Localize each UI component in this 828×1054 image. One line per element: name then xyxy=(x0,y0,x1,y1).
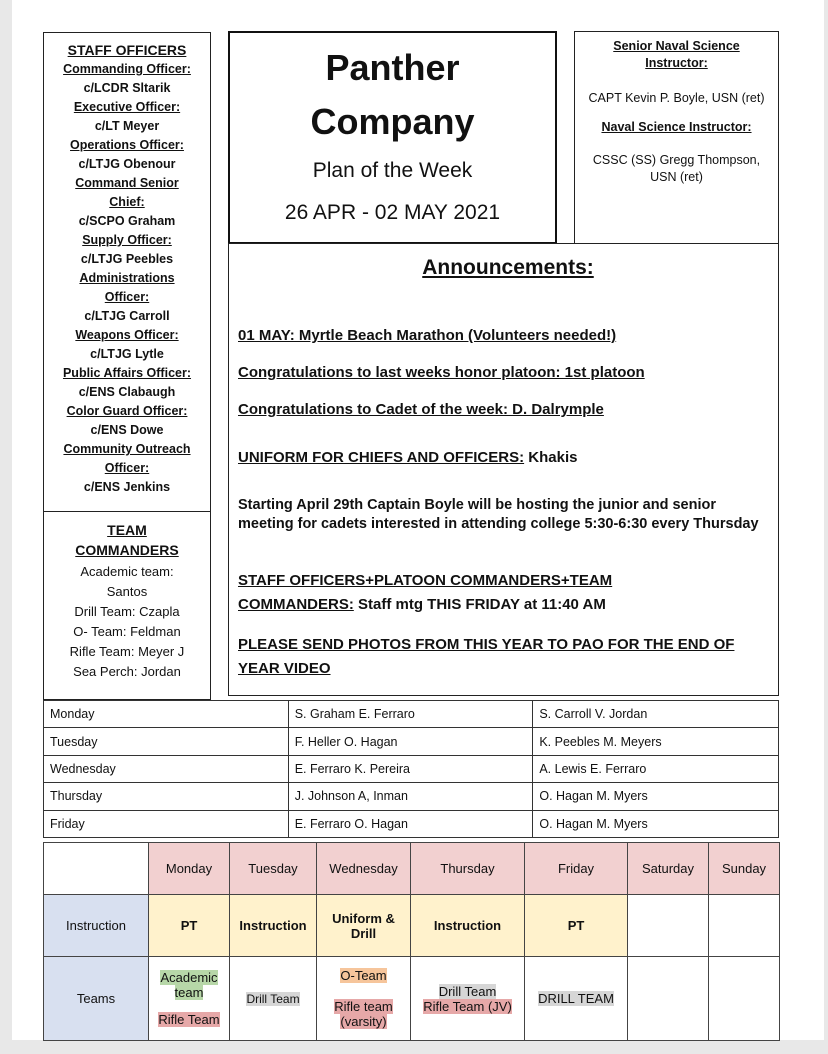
staff-name-co: c/LCDR Sltarik xyxy=(83,81,171,95)
duty-cell: S. Carroll V. Jordan xyxy=(533,701,779,728)
team-commanders-panel xyxy=(43,511,211,700)
naval-instructor-name: CSSC (SS) Gregg Thompson, USN (ret) xyxy=(592,153,761,184)
naval-instructor-label: Naval Science Instructor: xyxy=(601,120,752,134)
duty-cell: J. Johnson A, Inman xyxy=(288,783,533,810)
team-tag: Rifle team (varsity) xyxy=(334,999,393,1029)
staff-meeting-label: STAFF OFFICERS+PLATOON COMMANDERS+TEAM COMMANDERS: xyxy=(238,572,613,613)
staff-name-colorguard: c/ENS Dowe xyxy=(90,423,164,437)
team-tag: Drill Team xyxy=(246,992,300,1006)
announcements-title: Announcements: xyxy=(422,256,594,279)
team-tag: Rifle Team (JV) xyxy=(423,998,512,1014)
instruction-friday: PT xyxy=(525,895,628,957)
duty-roster-table xyxy=(43,700,779,838)
team-commander-academic: Academic team: Santos xyxy=(80,564,174,599)
schedule-teams-row xyxy=(44,957,780,1041)
duty-cell: K. Peebles M. Meyers xyxy=(533,728,779,755)
teams-sunday xyxy=(709,957,780,1041)
uniform-label: UNIFORM FOR CHIEFS AND OFFICERS: xyxy=(238,449,525,466)
staff-title-xo: Executive Officer: xyxy=(73,100,181,114)
title-line-2: Company xyxy=(310,101,475,142)
schedule-day-friday: Friday xyxy=(525,843,628,895)
staff-title-csc: Command Senior Chief: xyxy=(75,176,179,209)
teams-tuesday xyxy=(230,957,317,1041)
duty-day: Thursday xyxy=(44,783,289,810)
announcement-honor-platoon: Congratulations to last weeks honor platoon: 1st platoon xyxy=(238,364,645,381)
table-row xyxy=(44,728,779,755)
teams-wednesday xyxy=(317,957,411,1041)
team-commander-rifle: Rifle Team: Meyer J xyxy=(69,644,185,659)
staff-name-weapons: c/LTJG Lytle xyxy=(90,347,164,361)
instruction-saturday xyxy=(628,895,709,957)
table-row xyxy=(44,755,779,782)
date-range: 26 APR - 02 MAY 2021 xyxy=(284,201,501,224)
team-commanders-header: TEAM COMMANDERS xyxy=(75,522,179,558)
staff-title-colorguard: Color Guard Officer: xyxy=(66,404,188,418)
teams-row-label: Teams xyxy=(44,957,149,1041)
schedule-corner-cell xyxy=(44,843,149,895)
instructors-panel xyxy=(574,31,779,244)
staff-title-outreach: Community Outreach Officer: xyxy=(63,442,191,475)
team-tag: Rifle Team xyxy=(158,1012,220,1027)
staff-title-admin: Administrations Officer: xyxy=(79,271,175,304)
table-row xyxy=(44,701,779,728)
staff-name-supply: c/LTJG Peebles xyxy=(80,252,174,266)
duty-cell: E. Ferraro O. Hagan xyxy=(288,810,533,837)
staff-title-pao: Public Affairs Officer: xyxy=(62,366,192,380)
staff-officers-panel xyxy=(43,32,211,512)
staff-officers-header: STAFF OFFICERS xyxy=(67,42,187,58)
instruction-row-label: Instruction xyxy=(44,895,149,957)
staff-name-ops: c/LTJG Obenour xyxy=(78,157,176,171)
instruction-wednesday: Uniform & Drill xyxy=(317,895,411,957)
team-tag: Drill Team xyxy=(438,983,497,999)
title-panel xyxy=(228,31,557,244)
instruction-thursday: Instruction xyxy=(411,895,525,957)
teams-monday xyxy=(149,957,230,1041)
schedule-day-sunday: Sunday xyxy=(709,843,780,895)
teams-thursday xyxy=(411,957,525,1041)
staff-name-pao: c/ENS Clabaugh xyxy=(78,385,176,399)
staff-name-admin: c/LTJG Carroll xyxy=(84,309,170,323)
senior-instructor-label: Senior Naval Science Instructor: xyxy=(613,39,740,70)
instruction-sunday xyxy=(709,895,780,957)
announcement-uniform xyxy=(238,448,770,467)
schedule-day-saturday: Saturday xyxy=(628,843,709,895)
team-commander-drill: Drill Team: Czapla xyxy=(74,604,180,619)
staff-name-csc: c/SCPO Graham xyxy=(78,214,176,228)
staff-meeting-value: Staff mtg THIS FRIDAY at 11:40 AM xyxy=(353,596,606,613)
instruction-monday: PT xyxy=(149,895,230,957)
page-subtitle: Plan of the Week xyxy=(312,159,473,182)
team-tag: DRILL TEAM xyxy=(538,991,614,1006)
schedule-header-row xyxy=(44,843,780,895)
staff-name-xo: c/LT Meyer xyxy=(94,119,160,133)
staff-title-co: Commanding Officer: xyxy=(63,62,191,76)
duty-day: Tuesday xyxy=(44,728,289,755)
duty-cell: O. Hagan M. Myers xyxy=(533,783,779,810)
schedule-day-monday: Monday xyxy=(149,843,230,895)
team-tag: O-Team xyxy=(340,968,387,983)
schedule-day-tuesday: Tuesday xyxy=(230,843,317,895)
team-commander-oteam: O- Team: Feldman xyxy=(73,624,181,639)
duty-day: Monday xyxy=(44,701,289,728)
duty-day: Wednesday xyxy=(44,755,289,782)
senior-instructor-name: CAPT Kevin P. Boyle, USN (ret) xyxy=(588,91,765,105)
announcement-cadet-of-week: Congratulations to Cadet of the week: D. Dalrymple xyxy=(238,401,604,418)
announcement-staff-meeting xyxy=(238,569,678,617)
teams-saturday xyxy=(628,957,709,1041)
table-row xyxy=(44,783,779,810)
duty-cell: S. Graham E. Ferraro xyxy=(288,701,533,728)
schedule-day-wednesday: Wednesday xyxy=(317,843,411,895)
weekly-schedule-table xyxy=(43,842,780,1041)
staff-title-ops: Operations Officer: xyxy=(70,138,184,152)
team-tag: Academic team xyxy=(160,970,218,1000)
duty-cell: A. Lewis E. Ferraro xyxy=(533,755,779,782)
staff-title-supply: Supply Officer: xyxy=(82,233,172,247)
duty-day: Friday xyxy=(44,810,289,837)
title-line-1: Panther xyxy=(325,47,460,88)
team-commander-seaperch: Sea Perch: Jordan xyxy=(73,664,181,679)
schedule-instruction-row xyxy=(44,895,780,957)
announcement-marathon: 01 MAY: Myrtle Beach Marathon (Volunteers needed!) xyxy=(238,327,617,344)
uniform-value: Khakis xyxy=(524,449,578,466)
staff-name-outreach: c/ENS Jenkins xyxy=(83,480,171,494)
teams-friday xyxy=(525,957,628,1041)
schedule-day-thursday: Thursday xyxy=(411,843,525,895)
staff-title-weapons: Weapons Officer: xyxy=(75,328,179,342)
announcements-panel xyxy=(228,243,779,696)
table-row xyxy=(44,810,779,837)
announcement-photos: PLEASE SEND PHOTOS FROM THIS YEAR TO PAO FOR THE END OF YEAR VIDEO xyxy=(238,636,735,677)
announcement-college-meeting: Starting April 29th Captain Boyle will be hosting the junior and senior meeting for cadets interested in attending college 5:30-6:30 every Thursday xyxy=(238,497,759,532)
instruction-tuesday: Instruction xyxy=(230,895,317,957)
duty-cell: O. Hagan M. Myers xyxy=(533,810,779,837)
duty-cell: E. Ferraro K. Pereira xyxy=(288,755,533,782)
duty-cell: F. Heller O. Hagan xyxy=(288,728,533,755)
